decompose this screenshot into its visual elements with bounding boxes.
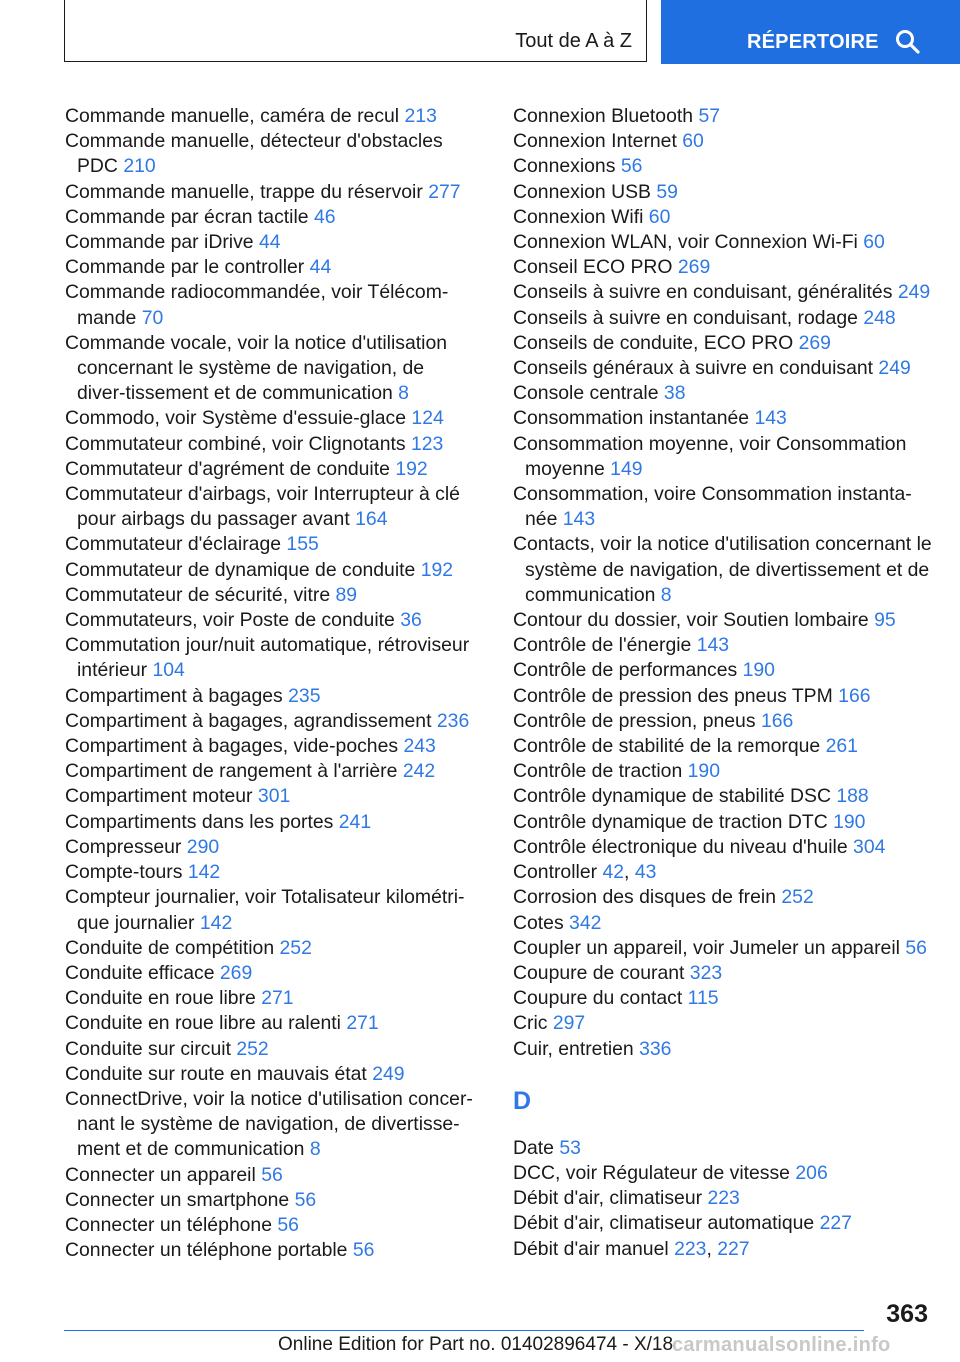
index-entry-text: Commande manuelle, détecteur d'obstacles PDC [65, 130, 443, 178]
index-entry-text: Conseils à suivre en conduisant, généralités [513, 281, 893, 304]
index-entry [513, 759, 933, 784]
index-entry-text: Date [513, 1136, 554, 1159]
page-link[interactable]: 155 [286, 533, 319, 556]
index-entry-text: Compartiment de rangement à l'arrière [65, 760, 398, 783]
index-entry [65, 1011, 475, 1036]
index-entry [65, 1188, 475, 1213]
index-entry [65, 961, 475, 986]
index-entry: Controller 42, 43 [513, 861, 657, 884]
index-entry-text: Cuir, entretien [513, 1037, 634, 1060]
index-column-right [513, 104, 933, 1262]
index-entry [513, 331, 933, 356]
index-entry [65, 230, 475, 255]
index-entry [513, 406, 933, 431]
page-link[interactable]: 227 [717, 1237, 750, 1260]
index-entry [65, 180, 475, 205]
page-link[interactable]: 301 [257, 785, 291, 808]
index-entry [65, 1062, 475, 1087]
index-entry-text: Contrôle dynamique de traction DTC [513, 810, 828, 833]
page-link[interactable]: 190 [742, 659, 775, 682]
index-entry-text: Conduite sur route en mauvais état [65, 1062, 367, 1085]
index-entry [513, 911, 933, 936]
index-entry-text: Débit d'air manuel [513, 1237, 669, 1260]
index-entry-text: Commutateur d'agrément de conduite [65, 457, 390, 480]
index-entry [513, 961, 933, 986]
index-entry [513, 658, 933, 683]
page-link[interactable]: 56 [620, 155, 643, 178]
page-link[interactable]: 115 [687, 987, 719, 1010]
index-entry-text: Compartiment à bagages, vide-poches [65, 735, 399, 758]
index-entry [513, 180, 933, 205]
page-link[interactable]: 249 [878, 357, 911, 380]
index-entry-text: Commutateur de sécurité, vitre [65, 583, 331, 606]
index-entry [513, 633, 933, 658]
index-entry-text: Commutateur de dynamique de conduite [65, 558, 416, 581]
page-link[interactable]: 104 [152, 659, 185, 682]
index-entry-text: Commande par iDrive [65, 231, 254, 254]
index-entry-text: Contrôle de stabilité de la remorque [513, 735, 821, 758]
index-entry-text: Coupure du contact [513, 987, 683, 1010]
index-entry-text: Contrôle dynamique de stabilité DSC [513, 785, 831, 808]
index-entry [513, 381, 933, 406]
page-link[interactable]: 235 [288, 684, 321, 707]
page-link[interactable]: 8 [309, 1138, 321, 1161]
index-entry [65, 583, 475, 608]
index-entry [65, 784, 475, 809]
index-entry [513, 1136, 933, 1161]
index-entry-text: Contrôle de pression des pneus TPM [513, 684, 833, 707]
page-link[interactable]: 60 [863, 231, 885, 254]
page-link[interactable]: 95 [874, 609, 896, 632]
index-list-d [513, 1136, 933, 1262]
index-entry-text: Commande par le controller [65, 256, 305, 279]
page-link[interactable]: 323 [689, 961, 723, 984]
page-link[interactable]: 249 [372, 1062, 405, 1085]
index-entry [513, 1037, 933, 1062]
index-entry [513, 532, 933, 608]
index-entry [65, 684, 475, 709]
index-entry-text: Cric [513, 1012, 548, 1035]
page-link[interactable]: 142 [187, 861, 221, 884]
index-entry [65, 1213, 475, 1238]
index-entry [65, 280, 475, 330]
page-link[interactable]: 342 [569, 911, 602, 934]
index-entry-text: Contour du dossier, voir Soutien lombaire [513, 609, 869, 632]
index-entry [513, 734, 933, 759]
index-entry [65, 558, 475, 583]
index-entry-text: Compresseur [65, 835, 182, 858]
page-link[interactable]: 46 [313, 205, 336, 228]
index-entry [65, 255, 475, 280]
page-link[interactable]: 213 [404, 105, 437, 127]
page-link[interactable]: 192 [395, 457, 428, 480]
index-entry-text: ConnectDrive, voir la notice d'utilisation concer‐nant le système de navigation, de divertisse‐ment et de communication [65, 1087, 473, 1161]
page-link[interactable]: 252 [781, 886, 814, 909]
page-link[interactable]: 227 [819, 1212, 852, 1235]
index-entry [513, 784, 933, 809]
tab-index[interactable] [661, 0, 960, 64]
tab-index-label: RÉPERTOIRE [747, 31, 879, 53]
index-entry-text: Consommation, voire Consommation instanta‐née [513, 483, 912, 531]
index-entry [513, 280, 933, 305]
index-entry-text: Connecter un smartphone [65, 1188, 290, 1211]
page-link[interactable]: 243 [403, 735, 436, 758]
page-link[interactable]: 89 [335, 583, 358, 606]
page-number: 363 [886, 1300, 928, 1328]
index-entry-text: Commande radiocommandée, voir Télécom‐mande [65, 281, 449, 329]
page-link[interactable]: 42 [602, 861, 625, 884]
page-link[interactable]: 210 [123, 155, 156, 178]
index-entry [65, 835, 475, 860]
page-link[interactable]: 60 [682, 130, 704, 153]
page-link[interactable]: 336 [639, 1037, 672, 1060]
index-entry [513, 482, 933, 532]
page-link[interactable]: 143 [696, 634, 730, 657]
page-link[interactable]: 190 [687, 760, 720, 783]
index-entry-text: Conduite en roue libre au ralenti [65, 1012, 341, 1035]
index-entry [513, 104, 933, 129]
index-entry [65, 1037, 475, 1062]
index-entry-text: Contacts, voir la notice d'utilisation concernant le système de navigation, de divertissement et de communication [513, 533, 932, 606]
index-entry [513, 306, 933, 331]
page-link[interactable]: 60 [648, 205, 671, 228]
page-link[interactable]: 44 [309, 256, 332, 279]
index-entry-text: Conduite sur circuit [65, 1037, 231, 1060]
edition-note: Online Edition for Part no. 01402896474 - X/18 [278, 1334, 674, 1355]
page-link[interactable]: 8 [660, 583, 672, 606]
index-entry [513, 608, 933, 633]
page-link[interactable]: 269 [219, 961, 253, 984]
index-entry [65, 936, 475, 961]
page-link[interactable]: 36 [400, 609, 422, 632]
index-entry-text: Corrosion des disques de frein [513, 886, 776, 909]
index-entry-text: Connexion Bluetooth [513, 105, 694, 127]
index-entry-text: Controller [513, 861, 598, 884]
watermark: carmanualsonline.info [672, 1334, 891, 1356]
index-entry-text: Connexion Internet [513, 130, 677, 153]
page-link[interactable]: 188 [836, 785, 869, 808]
index-entry-text: Contrôle de l'énergie [513, 634, 692, 657]
page-link[interactable]: 166 [760, 709, 794, 732]
index-entry [513, 356, 933, 381]
index-entry-text: Commande manuelle, trappe du réservoir [65, 180, 423, 203]
index-entry-text: Connexion WLAN, voir Connexion Wi-Fi [513, 231, 858, 254]
index-entry [65, 860, 475, 885]
index-entry-text: Connexion USB [513, 180, 651, 203]
page-link[interactable]: 252 [279, 936, 312, 959]
index-entry [513, 154, 933, 179]
index-entry-text: Commutateur d'éclairage [65, 533, 282, 556]
index-entry-text: Coupure de courant [513, 961, 685, 984]
page-link[interactable]: 304 [853, 835, 886, 858]
index-entry [65, 432, 475, 457]
page-link[interactable]: 249 [897, 281, 931, 304]
index-entry [513, 885, 933, 910]
page-link[interactable]: 223 [674, 1237, 707, 1260]
index-entry [65, 608, 475, 633]
index-entry-text: Connecter un téléphone [65, 1213, 272, 1236]
index-entry [513, 936, 933, 961]
page-link[interactable]: 57 [698, 105, 721, 127]
page-link[interactable]: 192 [420, 558, 454, 581]
index-entry [513, 230, 933, 255]
page-link[interactable]: 53 [559, 1136, 581, 1159]
index-entry-text: Contrôle de traction [513, 760, 683, 783]
section-letter-d: D [513, 1086, 532, 1115]
index-entry-text: Conduite efficace [65, 961, 215, 984]
index-entry [65, 1087, 475, 1163]
index-entry-text: Compartiment à bagages, agrandissement [65, 709, 432, 732]
index-entry-text: Contrôle électronique du niveau d'huile [513, 835, 848, 858]
index-entry [65, 482, 475, 532]
index-entry [513, 1011, 933, 1036]
index-entry-text: Connecter un appareil [65, 1163, 256, 1186]
index-entry-text: Conduite en roue libre [65, 987, 256, 1010]
page-link[interactable]: 56 [277, 1213, 299, 1236]
page-link[interactable]: 242 [402, 760, 436, 783]
index-entry-text: Cotes [513, 911, 564, 934]
index-entry [513, 835, 933, 860]
index-entry [513, 1186, 933, 1211]
index-entry-text: Contrôle de performances [513, 659, 738, 682]
index-entry [513, 986, 933, 1011]
index-entry [513, 205, 933, 230]
index-entry-text: Contrôle de pression, pneus [513, 709, 756, 732]
page-link[interactable]: 269 [798, 331, 831, 354]
index-entry-text: Commutateurs, voir Poste de conduite [65, 609, 395, 632]
page-link[interactable]: 70 [141, 306, 164, 329]
index-entry [513, 432, 933, 482]
page-link[interactable]: 190 [833, 810, 866, 833]
index-entry [513, 684, 933, 709]
page-link[interactable]: 277 [428, 180, 461, 203]
index-entry-text: Commande vocale, voir la notice d'utilisation concernant le système de navigation, de diver‐tissement et de communication [65, 331, 448, 405]
page-link[interactable]: 56 [905, 936, 927, 959]
page-link[interactable]: 248 [863, 306, 896, 329]
index-entry [513, 810, 933, 835]
index-entry [65, 331, 475, 407]
index-entry-text: Compartiment à bagages [65, 684, 283, 707]
index-entry [65, 406, 475, 431]
index-entry-text: Connexions [513, 155, 616, 178]
index-entry [513, 709, 933, 734]
index-entry-text: Commande manuelle, caméra de recul [65, 105, 400, 127]
page-link[interactable]: 271 [261, 987, 294, 1010]
index-entry [65, 759, 475, 784]
index-entry-text: Commodo, voir Système d'essuie-glace [65, 407, 407, 430]
index-entry [65, 810, 475, 835]
index-entry-text: Consommation instantanée [513, 407, 750, 430]
index-entry-text: Débit d'air, climatiseur automatique [513, 1212, 815, 1235]
index-entry [513, 1211, 933, 1236]
index-entry [65, 885, 475, 935]
index-entry-text: Débit d'air, climatiseur [513, 1187, 703, 1210]
page-link[interactable]: 124 [411, 407, 444, 430]
index-entry-text: Conseils généraux à suivre en conduisant [513, 357, 874, 380]
page-link[interactable]: 149 [610, 457, 643, 480]
index-entry-text: Console centrale [513, 382, 659, 405]
index-entry [65, 986, 475, 1011]
page-link[interactable]: 252 [236, 1037, 269, 1060]
search-icon[interactable] [895, 29, 921, 55]
page-link[interactable]: 241 [338, 810, 372, 833]
index-entry-text: Commutateur d'airbags, voir Interrupteur à clé pour airbags du passager avant [65, 483, 460, 531]
page-link[interactable]: 43 [634, 861, 657, 884]
index-entry [65, 1238, 475, 1263]
index-entry: Débit d'air manuel 223, 227 [513, 1237, 750, 1260]
index-entry [65, 205, 475, 230]
index-entry [65, 457, 475, 482]
page-link[interactable]: 143 [754, 407, 787, 430]
index-entry-text: Compartiment moteur [65, 785, 253, 808]
page-link[interactable]: 166 [838, 684, 871, 707]
index-entry-text: Commutateur combiné, voir Clignotants [65, 432, 406, 455]
index-entry-text: Conseils de conduite, ECO PRO [513, 331, 794, 354]
page-link[interactable]: 206 [795, 1161, 828, 1184]
index-entry [513, 129, 933, 154]
index-column-left [65, 104, 475, 1263]
index-entry-text: Compartiments dans les portes [65, 810, 334, 833]
index-entry [65, 532, 475, 557]
tab-a-to-z[interactable] [64, 0, 647, 62]
index-entry [65, 734, 475, 759]
page-link[interactable]: 223 [707, 1187, 740, 1210]
page-link[interactable]: 290 [186, 835, 220, 858]
index-entry-text: Compte-tours [65, 861, 183, 884]
page-link[interactable]: 297 [552, 1012, 586, 1035]
index-entry-text: Conseil ECO PRO [513, 256, 673, 279]
page-link[interactable]: 271 [346, 1012, 379, 1035]
page-link[interactable]: 261 [825, 735, 858, 758]
page-link[interactable]: 59 [656, 180, 678, 203]
index-entry-text: Commutation jour/nuit automatique, rétroviseur intérieur [65, 634, 470, 682]
page-link[interactable]: 142 [199, 911, 233, 934]
page-link[interactable]: 269 [677, 256, 711, 279]
index-entry-text: Coupler un appareil, voir Jumeler un appareil [513, 936, 900, 959]
index-entry-text: Conseils à suivre en conduisant, rodage [513, 306, 858, 329]
index-entry-text: Commande par écran tactile [65, 205, 309, 228]
page-link[interactable]: 56 [261, 1163, 283, 1186]
index-entry-text: Connecter un téléphone portable [65, 1239, 348, 1262]
index-entry [65, 104, 475, 129]
index-entry [65, 129, 475, 179]
page-link[interactable]: 38 [663, 382, 686, 405]
page-link[interactable]: 164 [355, 508, 388, 531]
footer-divider [64, 1330, 864, 1331]
page-link[interactable]: 123 [410, 432, 444, 455]
page-link[interactable]: 143 [562, 508, 596, 531]
page-link[interactable]: 56 [294, 1188, 317, 1211]
index-entry [65, 633, 475, 683]
page-link[interactable]: 56 [352, 1239, 375, 1262]
index-entry [513, 255, 933, 280]
index-entry-text: Consommation moyenne, voir Consommation moyenne [513, 432, 907, 480]
tab-a-to-z-label: Tout de A à Z [515, 30, 632, 52]
index-entry [65, 1163, 475, 1188]
index-entry-text: Compteur journalier, voir Totalisateur kilométri‐que journalier [65, 886, 465, 934]
index-entry-text: DCC, voir Régulateur de vitesse [513, 1161, 790, 1184]
index-entry-text: Conduite de compétition [65, 936, 275, 959]
index-entry [513, 1161, 933, 1186]
page-link[interactable]: 236 [436, 709, 470, 732]
page-link[interactable]: 44 [258, 231, 281, 254]
index-entry [65, 709, 475, 734]
page-link[interactable]: 8 [398, 382, 409, 405]
index-entry-text: Connexion Wifi [513, 205, 644, 228]
index-list-c [513, 104, 933, 1062]
